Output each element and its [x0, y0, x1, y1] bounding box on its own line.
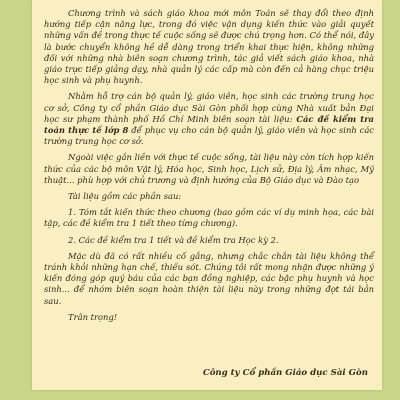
document-page: [32, 0, 382, 390]
purpose-text-end: để phục vụ cho cán bộ quản lý, giáo viên và học sinh các trường trung học cơ sở.: [44, 125, 375, 147]
purpose-text-start: Nhằm hỗ trợ cán bộ quản lý, giáo viên, học sinh các trường trung học cơ sở, Công ty cổ phần Giáo dục Sài Gòn phối hợp cùng Nhà xuất bản Đại học sư phạm thành phố Hồ Chí Minh biên soạn tài liệu:: [44, 91, 374, 124]
intro-paragraph: Chương trình và sách giáo khoa mới môn Toán sẽ thay đổi theo định hướng tiếp cận năng lực, trong đó việc vận dụng kiến thức vào giải quyết những vấn đề trong thực tế cuộc sống sẽ được chú trọng hơn. Có thể nói, đây là bước chuyển không hề dễ dàng trong triển khai thực hiện, không những đối với những nhà biên soạn chương trình, tác giả viết sách giáo khoa, nhà giáo trực tiếp giảng dạy, nhà quản lý các cấp mà còn đến cả hàng chục triệu học sinh và phụ huynh.: [44, 8, 374, 86]
document-title: Các đề kiểm tra toán thực tế lớp 8: [44, 113, 374, 136]
integration-paragraph: Ngoài việc gắn liền với thực tế cuộc sống, tài liệu này còn tích hợp kiến thức của các bộ môn Vật lý, Hóa học, Sinh học, Lịch sử, Địa lý, Âm nhạc, Mỹ thuật... phù hợp với chủ trương và định hướng của Bộ Giáo dục và Đào tạo: [44, 152, 374, 185]
feedback-paragraph: Mặc dù đã có rất nhiều cố gắng, nhưng chắc chắn tài liệu không thể tránh khỏi những hạn chế, thiếu sót. Chúng tôi rất mong nhận được những ý kiến đóng góp quý báu của các bạn đồng nghiệp, các bậc phụ huynh và học sinh... để nhóm biên soạn hoàn thiện tài liệu này trong những đợt tái bản sau.: [44, 250, 374, 306]
contents-heading: Tài liệu gồm các phần sau:: [68, 191, 182, 202]
closing-text: Trân trọng!: [68, 311, 118, 322]
contents-item-1: 1. Tóm tắt kiến thức theo chương (bao gồm các ví dụ minh họa, các bài tập, các đề kiểm tra 1 tiết theo từng chương).: [44, 207, 374, 229]
signature: Công ty Cổ phần Giáo dục Sài Gòn: [202, 368, 368, 378]
contents-item-2: 2. Các đề kiểm tra 1 tiết và đề kiểm tra Học kỳ 2.: [68, 234, 279, 245]
document-body: [44, 8, 374, 328]
purpose-paragraph: [44, 91, 374, 147]
